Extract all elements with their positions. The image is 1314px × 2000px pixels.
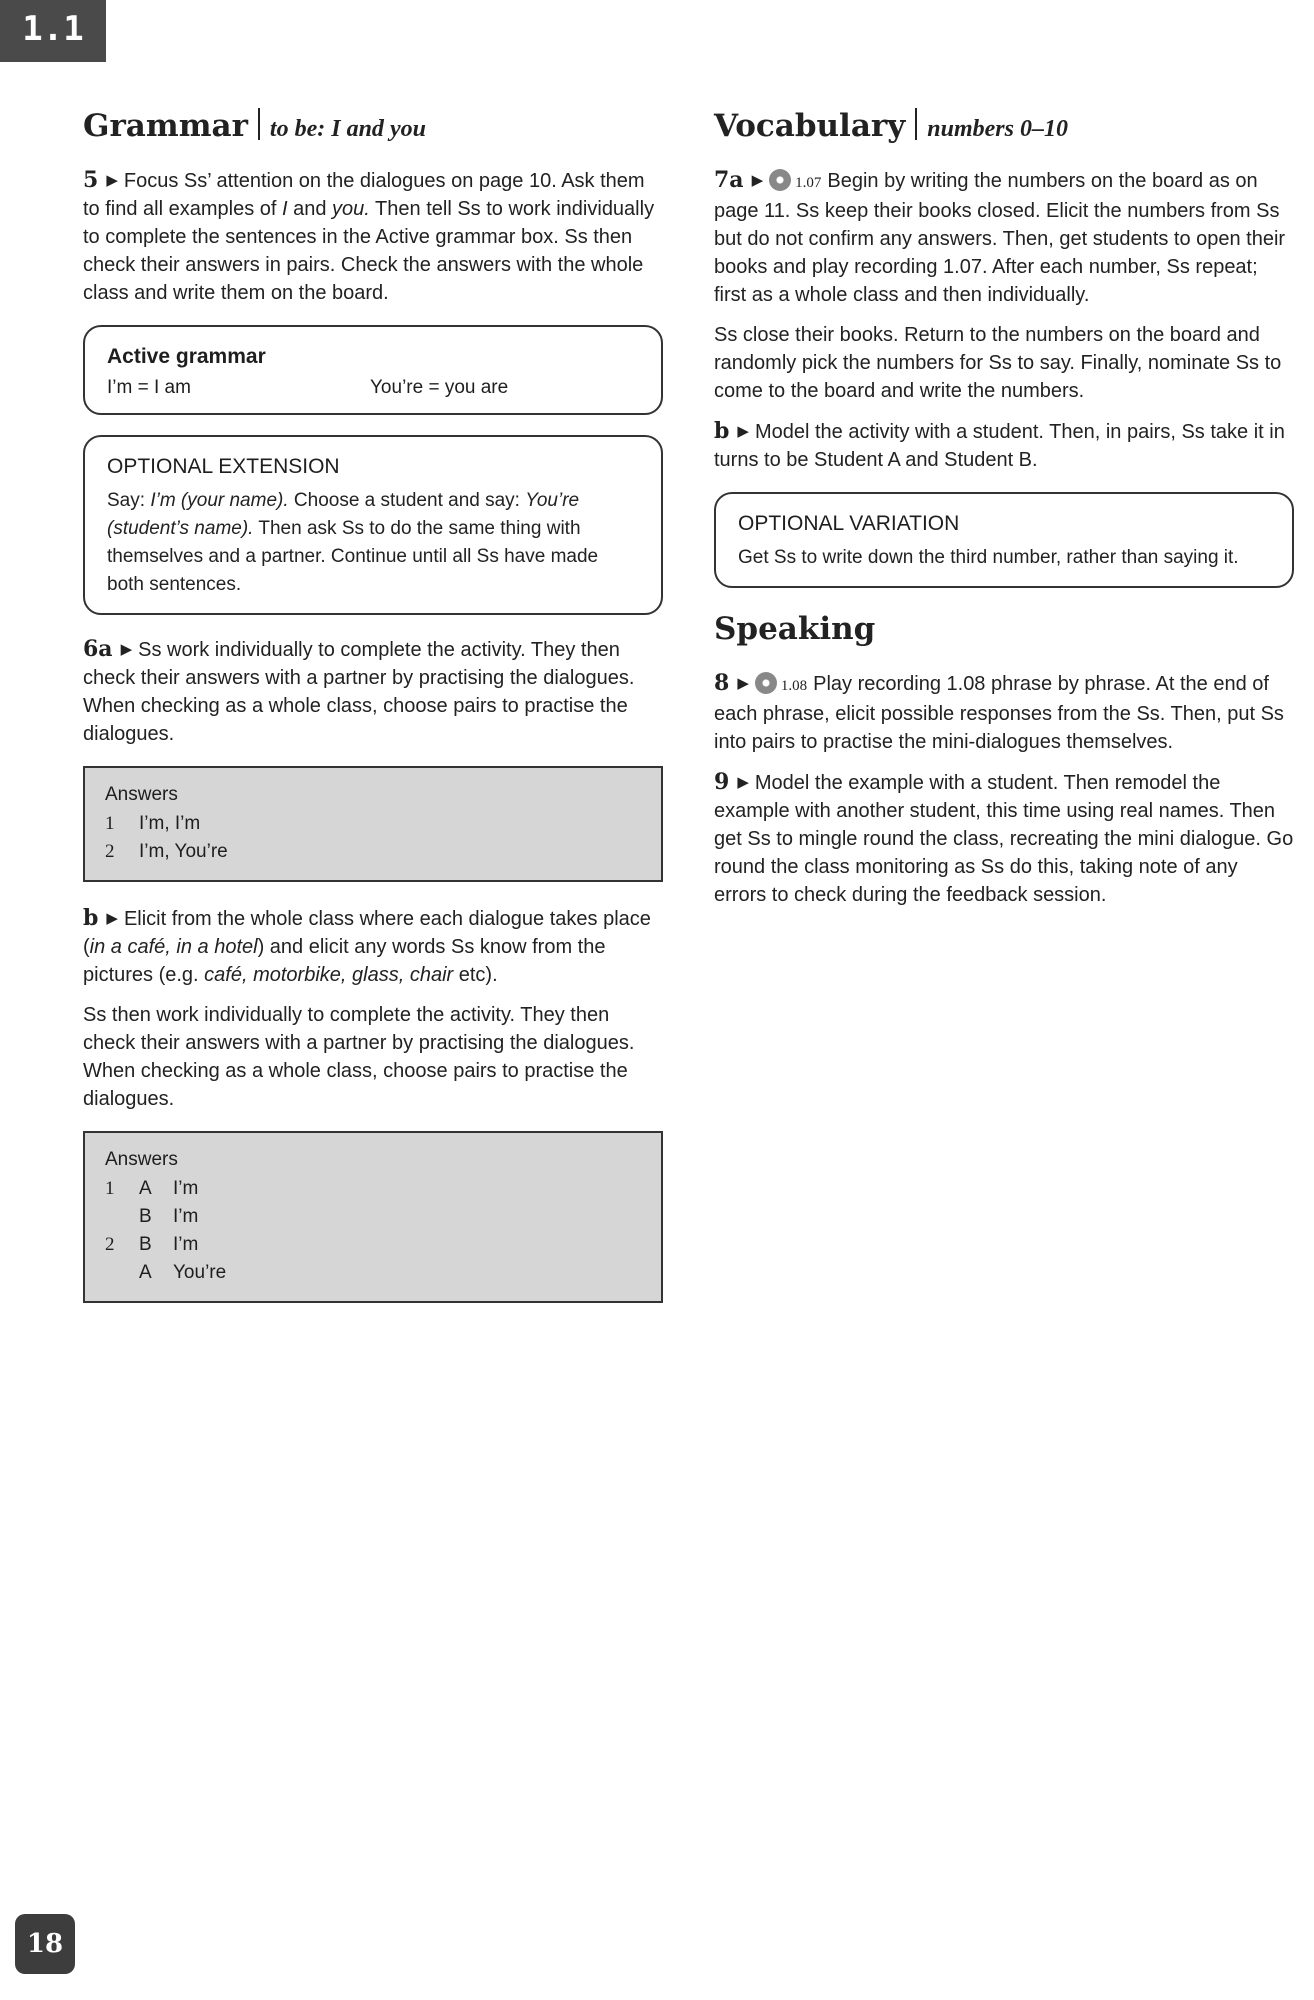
optional-variation-text: Get Ss to write down the third number, rather than saying it. bbox=[738, 547, 1239, 568]
answers-title: Answers bbox=[105, 784, 178, 805]
heading-divider bbox=[915, 108, 917, 140]
answers-box-6b bbox=[83, 1131, 663, 1303]
answer-line: 1 A I’m bbox=[105, 1178, 199, 1199]
exercise-number: 8 bbox=[714, 670, 730, 696]
grammar-title: Grammar bbox=[83, 108, 248, 144]
exercise-number: b bbox=[83, 905, 99, 931]
answer-line: B I’m bbox=[139, 1206, 199, 1227]
active-grammar-row bbox=[107, 377, 639, 399]
answer-line: 2 I’m, You’re bbox=[105, 841, 228, 862]
answer-line: 1 I’m, I’m bbox=[105, 813, 201, 834]
optional-extension-box bbox=[83, 435, 663, 615]
play-arrow-icon: ▶ bbox=[106, 910, 118, 927]
active-grammar-i-am: I’m = I am bbox=[107, 377, 191, 398]
heading-divider bbox=[258, 108, 260, 140]
page-number: 18 bbox=[15, 1914, 75, 1974]
cd-icon bbox=[769, 169, 791, 191]
exercise-6a: 6a ▶ Ss work individually to complete the activity. They then check their answers with a partner by practising the dialogues. When checking as a whole class, choose pairs to practise the dialogues. bbox=[83, 636, 635, 745]
exercise-7b: b ▶ Model the activity with a student. Then, in pairs, Ss take it in turns to be Student A and Student B. bbox=[714, 418, 1285, 471]
optional-extension-text: Say: I’m (your name). Choose a student and say: You’re (student’s name). Then ask Ss to do the same thing with themselves and a partner. Continue until all Ss have made both sentences. bbox=[107, 490, 599, 595]
answer-line: 2 B I’m bbox=[105, 1234, 199, 1255]
play-arrow-icon: ▶ bbox=[106, 172, 118, 189]
play-arrow-icon: ▶ bbox=[751, 172, 764, 189]
exercise-7a: 7a ▶ 1.07 Begin by writing the numbers on the board as on page 11. Ss keep their books closed. Elicit the numbers from Ss but do not confirm any answers. Then, get students to open their books and play recording 1.07. After each number, Ss repeat; first as a whole class and then individually. bbox=[714, 167, 1286, 306]
play-arrow-icon: ▶ bbox=[737, 774, 749, 791]
exercise-5: 5 ▶ Focus Ss’ attention on the dialogues on page 10. Ask them to find all examples of I and you. Then tell Ss to work individually to complete the sentences in the Active grammar box. Ss then check their answers in pairs. Check the answers with the whole class and write them on the board. bbox=[83, 167, 655, 304]
exercise-6b-followup: Ss then work individually to complete the activity. They then check their answers with a partner by practising the dialogues. When checking as a whole class, choose pairs to practise the dialogues. bbox=[83, 1004, 635, 1110]
vocabulary-subtitle: numbers 0–10 bbox=[927, 116, 1068, 142]
cd-icon bbox=[755, 672, 777, 694]
play-arrow-icon: ▶ bbox=[737, 675, 749, 692]
exercise-6b: b ▶ Elicit from the whole class where each dialogue takes place (in a café, in a hotel) and elicit any words Ss know from the pictures (e.g. café, motorbike, glass, chair etc). bbox=[83, 905, 651, 986]
exercise-8: 8 ▶ 1.08 Play recording 1.08 phrase by phrase. At the end of each phrase, elicit possible responses from the Ss. Then, put Ss into pairs to practise the mini-dialogues themselves. bbox=[714, 670, 1284, 753]
exercise-number: 7a bbox=[714, 167, 744, 193]
active-grammar-box bbox=[83, 325, 663, 415]
vocabulary-heading bbox=[714, 105, 1294, 152]
answers-title: Answers bbox=[105, 1149, 178, 1170]
optional-variation-box bbox=[714, 492, 1294, 588]
active-grammar-title: Active grammar bbox=[107, 345, 266, 368]
vocabulary-title: Vocabulary bbox=[714, 108, 906, 144]
exercise-number: 9 bbox=[714, 769, 730, 795]
answers-box-6a bbox=[83, 766, 663, 882]
play-arrow-icon: ▶ bbox=[737, 423, 749, 440]
unit-tab: 1.1 bbox=[0, 0, 106, 62]
speaking-title: Speaking bbox=[714, 611, 876, 647]
speaking-heading bbox=[714, 608, 1294, 655]
track-number: 1.08 bbox=[780, 678, 808, 694]
grammar-subtitle: to be: I and you bbox=[269, 116, 426, 142]
answer-line: A You’re bbox=[139, 1262, 227, 1283]
right-column bbox=[714, 105, 1294, 921]
exercise-number: b bbox=[714, 418, 730, 444]
exercise-number: 5 bbox=[83, 167, 99, 193]
grammar-heading bbox=[83, 105, 663, 152]
play-arrow-icon: ▶ bbox=[120, 641, 133, 658]
track-number: 1.07 bbox=[795, 175, 822, 191]
exercise-7a-followup: Ss close their books. Return to the numbers on the board and randomly pick the numbers for Ss to say. Finally, nominate Ss to come to the board and write the numbers. bbox=[714, 324, 1282, 402]
exercise-9: 9 ▶ Model the example with a student. Then remodel the example with another student, this time using real names. Then get Ss to mingle round the class, recreating the mini dialogue. Go round the class monitoring as Ss do this, taking note of any errors to check during the feedback session. bbox=[714, 769, 1294, 906]
left-column bbox=[83, 105, 663, 1325]
optional-variation-title: OPTIONAL VARIATION bbox=[738, 512, 960, 535]
optional-extension-title: OPTIONAL EXTENSION bbox=[107, 455, 340, 478]
active-grammar-you-are: You’re = you are bbox=[370, 377, 509, 398]
exercise-number: 6a bbox=[83, 636, 113, 662]
